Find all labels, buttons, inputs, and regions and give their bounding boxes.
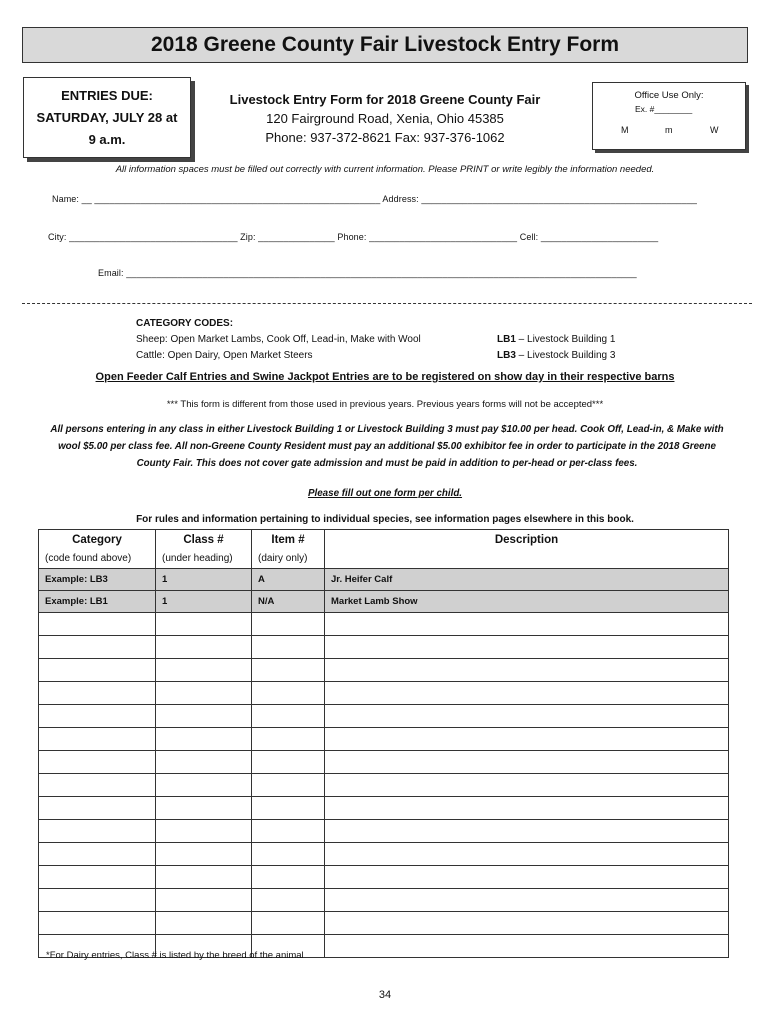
table-cell: 1 (156, 569, 252, 591)
entry-cell[interactable] (252, 843, 325, 866)
table-row (39, 889, 729, 912)
lb3-code: LB3 – Livestock Building 3 (497, 350, 616, 361)
table-row (39, 912, 729, 935)
show-day-notice: Open Feeder Calf Entries and Swine Jackpot Entries are to be registered on show day in their respective barns (95, 371, 675, 383)
col-item: Item # (252, 530, 325, 550)
entry-cell[interactable] (39, 751, 156, 774)
sheep-codes: Sheep: Open Market Lambs, Cook Off, Lead-in, Make with Wool (136, 334, 421, 345)
one-form-note: Please fill out one form per child. (307, 488, 463, 499)
entry-cell[interactable] (325, 659, 729, 682)
sub-description (325, 550, 729, 569)
instructions: All information spaces must be filled out correctly with current information. Please PRINT or write legibly the information needed. (115, 164, 655, 175)
office-w: W (710, 125, 719, 135)
table-row (39, 682, 729, 705)
entry-cell[interactable] (156, 774, 252, 797)
category-codes (136, 316, 421, 364)
form-title: 2018 Greene County Fair Livestock Entry Form (22, 27, 748, 63)
entry-cell[interactable] (156, 912, 252, 935)
page-number: 34 (378, 989, 392, 1001)
entry-cell[interactable] (39, 705, 156, 728)
entry-cell[interactable] (156, 889, 252, 912)
table-row (39, 659, 729, 682)
lb1-code: LB1 – Livestock Building 1 (497, 334, 616, 345)
sub-class: (under heading) (156, 550, 252, 569)
dashed-divider (22, 303, 752, 304)
entry-cell[interactable] (252, 774, 325, 797)
building-codes (497, 332, 615, 364)
entry-cell[interactable] (156, 843, 252, 866)
entry-cell[interactable] (252, 889, 325, 912)
entry-cell[interactable] (156, 705, 252, 728)
example-row (39, 591, 729, 613)
blank-entry-rows (39, 613, 729, 958)
entry-cell[interactable] (252, 912, 325, 935)
entry-cell[interactable] (252, 613, 325, 636)
entry-cell[interactable] (325, 613, 729, 636)
form-change-note: *** This form is different from those used in previous years. Previous years forms will not be accepted*** (166, 399, 604, 410)
entry-cell[interactable] (325, 728, 729, 751)
office-m-upper: M (621, 125, 629, 135)
entry-cell[interactable] (252, 751, 325, 774)
table-cell: N/A (252, 591, 325, 613)
email-field[interactable]: Email: ____________________________________________________________________________________________________ (98, 268, 637, 278)
office-ex-field: Ex. #________ (635, 104, 693, 114)
table-row (39, 866, 729, 889)
name-address-field[interactable]: Name: __ ________________________________________________________ Address: ______________________________________________________ (52, 194, 698, 204)
table-row (39, 843, 729, 866)
entry-table (38, 529, 729, 958)
table-cell: A (252, 569, 325, 591)
entry-cell[interactable] (252, 659, 325, 682)
col-class: Class # (156, 530, 252, 550)
entry-cell[interactable] (325, 751, 729, 774)
col-description: Description (325, 530, 729, 550)
entry-cell[interactable] (252, 797, 325, 820)
entry-cell[interactable] (156, 797, 252, 820)
entry-cell[interactable] (252, 682, 325, 705)
col-category: Category (39, 530, 156, 550)
due-line-2: SATURDAY, JULY 28 at (36, 109, 178, 125)
table-cell: Market Lamb Show (325, 591, 729, 613)
table-row (39, 613, 729, 636)
entry-cell[interactable] (252, 636, 325, 659)
entry-cell[interactable] (39, 843, 156, 866)
entry-cell[interactable] (252, 820, 325, 843)
entry-cell[interactable] (39, 728, 156, 751)
entry-cell[interactable] (156, 728, 252, 751)
entry-cell[interactable] (252, 728, 325, 751)
rules-note: For rules and information pertaining to individual species, see information pages elsewhere in this book. (136, 514, 634, 525)
table-row (39, 705, 729, 728)
entries-due-box (23, 77, 191, 158)
sub-category: (code found above) (39, 550, 156, 569)
entry-cell[interactable] (39, 636, 156, 659)
example-row (39, 569, 729, 591)
entry-cell[interactable] (325, 912, 729, 935)
office-use-label: Office Use Only: (634, 90, 704, 101)
sub-item: (dairy only) (252, 550, 325, 569)
entry-cell[interactable] (325, 797, 729, 820)
entry-cell[interactable] (39, 682, 156, 705)
entry-cell[interactable] (325, 636, 729, 659)
entry-cell[interactable] (156, 613, 252, 636)
dairy-footnote: *For Dairy entries, Class # is listed by the breed of the animal (46, 950, 304, 961)
cattle-codes: Cattle: Open Dairy, Open Market Steers (136, 350, 313, 361)
entry-cell[interactable] (156, 866, 252, 889)
entry-cell[interactable] (325, 889, 729, 912)
entry-cell[interactable] (156, 820, 252, 843)
entry-cell[interactable] (325, 843, 729, 866)
entry-cell[interactable] (325, 774, 729, 797)
entry-cell[interactable] (39, 889, 156, 912)
table-cell: 1 (156, 591, 252, 613)
entry-cell[interactable] (39, 866, 156, 889)
table-cell: Example: LB1 (39, 591, 156, 613)
due-line-3: 9 a.m. (88, 131, 126, 147)
entry-cell[interactable] (252, 705, 325, 728)
entry-cell[interactable] (252, 866, 325, 889)
fees-paragraph: All persons entering in any class in either Livestock Building 1 or Livestock Building 3 must pay $10.00 per head. Cook Off, Lead-in, & Make with wool $5.00 per class fee. All non-Greene County Resident must pay an additional $5.00 exhibitor fee in order to participate in the 2018 Greene County Fair. This does not cover gate admission and must be paid in addition to per-head or per-class fees. (50, 424, 724, 469)
fair-phone: Phone: 937-372-8621 Fax: 937-376-1062 (265, 130, 505, 145)
category-codes-title: CATEGORY CODES: (136, 318, 234, 329)
entry-cell[interactable] (39, 774, 156, 797)
table-subheader-row (39, 550, 729, 569)
entry-cell[interactable] (39, 613, 156, 636)
table-row (39, 797, 729, 820)
entry-cell[interactable] (156, 682, 252, 705)
entry-cell[interactable] (325, 935, 729, 958)
table-row (39, 728, 729, 751)
entry-cell[interactable] (156, 751, 252, 774)
entry-cell[interactable] (156, 659, 252, 682)
fair-contact-info (200, 90, 570, 147)
entry-cell[interactable] (325, 820, 729, 843)
fair-address: 120 Fairground Road, Xenia, Ohio 45385 (266, 111, 504, 126)
entry-cell[interactable] (325, 866, 729, 889)
entry-cell[interactable] (325, 682, 729, 705)
table-cell: Jr. Heifer Calf (325, 569, 729, 591)
table-row (39, 774, 729, 797)
center-title: Livestock Entry Form for 2018 Greene County Fair (229, 92, 541, 107)
office-use-box (592, 82, 746, 150)
table-header-row (39, 530, 729, 550)
table-cell: Example: LB3 (39, 569, 156, 591)
office-m-lower: m (665, 125, 673, 135)
table-row (39, 820, 729, 843)
entry-cell[interactable] (39, 912, 156, 935)
entry-cell[interactable] (325, 705, 729, 728)
entry-cell[interactable] (39, 797, 156, 820)
entry-cell[interactable] (156, 636, 252, 659)
city-zip-phone-cell-field[interactable]: City: _________________________________ Zip: _______________ Phone: _____________________________ Cell: _______________________ (48, 232, 659, 242)
entry-cell[interactable] (39, 820, 156, 843)
table-row (39, 751, 729, 774)
entry-cell[interactable] (39, 659, 156, 682)
table-row (39, 636, 729, 659)
due-line-1: ENTRIES DUE: (61, 87, 153, 103)
